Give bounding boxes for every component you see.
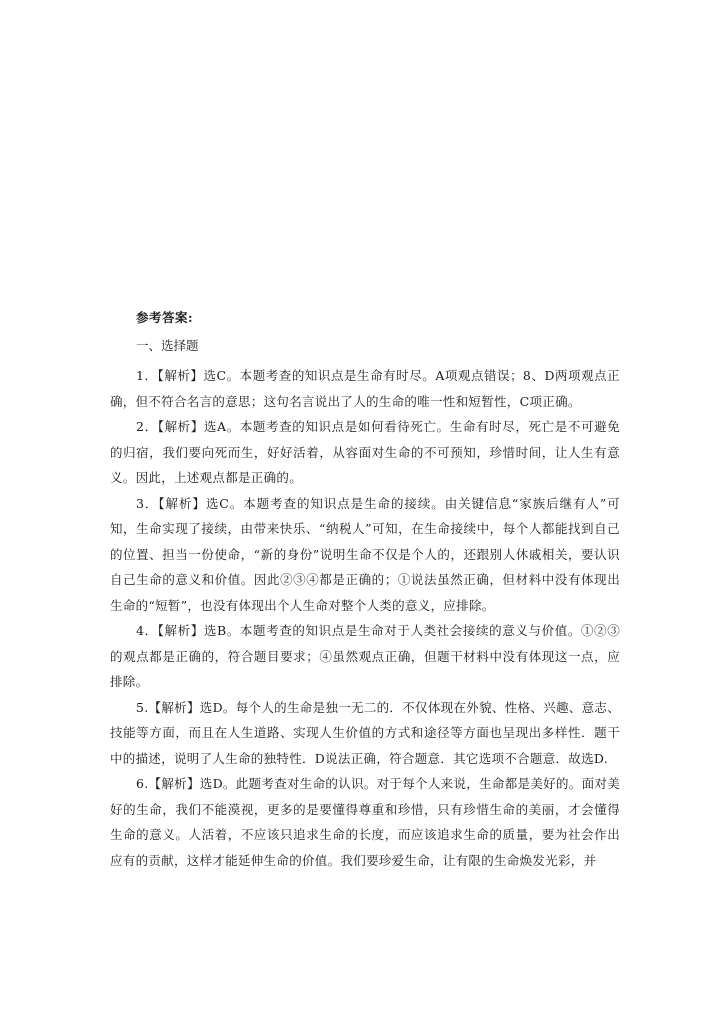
section-title: 一、选择题 [136,338,199,353]
answer-document [110,306,620,873]
answer-paragraph-1: 1．【解析】选C。本题考查的知识点是生命有时尽。A项观点错误；8、D两项观点正确，但不符合名言的意思；这句名言说出了人的生命的唯一性和短暂性，C项正确。 [110,368,620,409]
answer-paragraph-2: 2．【解析】选A。本题考查的知识点是如何看待死亡。生命有时尽，死亡是不可避免的归宿，我们要向死而生，好好活着，从容面对生命的不可预知，珍惜时间，让人生有意义。因此，上述观点都是正确的。 [110,419,620,485]
answer-heading: 参考答案: [136,310,194,325]
answer-paragraph-5: 5.【解析】选D。每个人的生命是独一无二的．不仅体现在外貌、性格、兴趣、意志、技能等方面，而且在人生道路、实现人生价值的方式和途径等方面也呈现出多样性．题干中的描述，说明了人生命的独特性．D说法正确，符合题意．其它选项不合题意．故选D. [110,699,620,766]
answer-paragraph-6: 6.【解析】选D。此题考查对生命的认识。对于每个人来说，生命都是美好的。面对美好的生命，我们不能漠视，更多的是要懂得尊重和珍惜，只有珍惜生命的美丽，才会懂得生命的意义。人活着，不应该只追求生命的长度，而应该追求生命的质量，要为社会作出应有的贡献，这样才能延伸生命的价值。我们要珍爱生命，让有限的生命焕发光彩，并 [110,776,620,868]
answer-paragraph-3: 3．【解析】选C。本题考查的知识点是生命的接续。由关键信息“家族后继有人”可知，生命实现了接续，由带来快乐、“纳税人”可知，在生命接续中，每个人都能找到自己的位置、担当一份使命，“新的身份”说明生命不仅是个人的，还跟别人休戚相关，要认识自己生命的意义和价值。因此②③④都是正确的；①说法虽然正确，但材料中没有体现出生命的“短暂”，也没有体现出个人生命对整个人类的意义，应排除。 [110,495,620,613]
answer-paragraph-4: 4．【解析】选B。本题考查的知识点是生命对于人类社会接续的意义与价值。①②③的观点都是正确的，符合题目要求；④虽然观点正确，但题干材料中没有体现这一点，应排除。 [110,623,620,689]
